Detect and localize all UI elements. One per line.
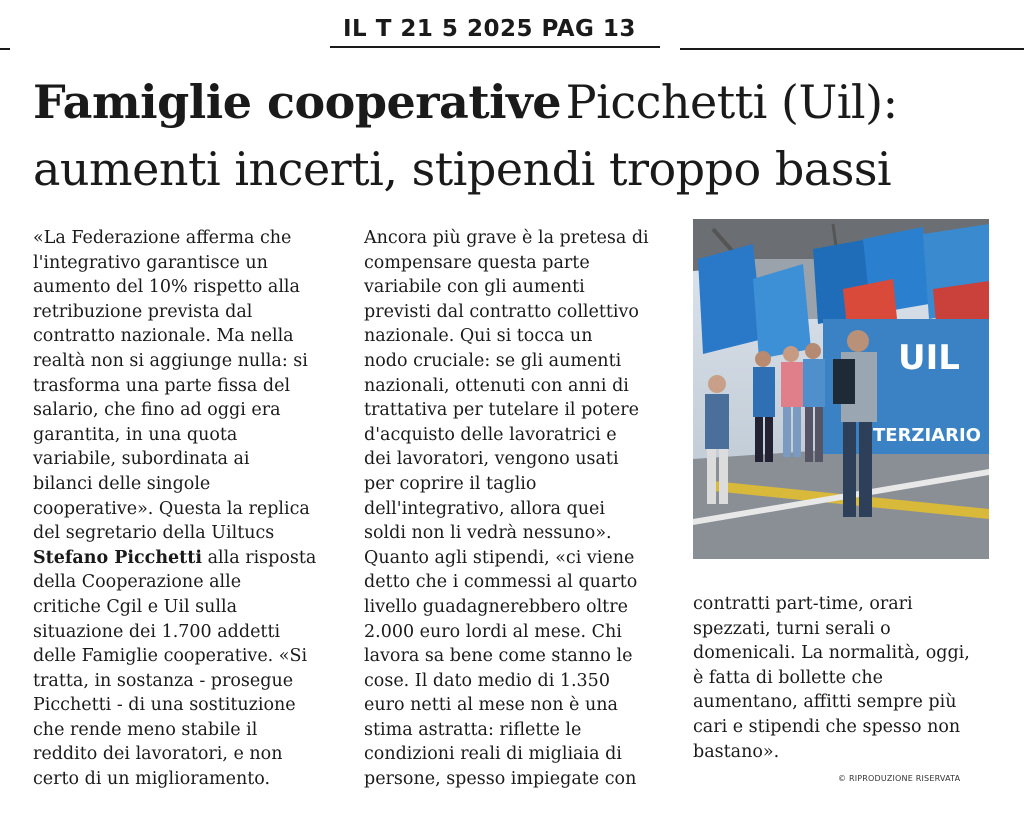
header-rule-right bbox=[680, 48, 1024, 50]
headline-line-1 bbox=[33, 74, 1008, 141]
quoted-person-name: Stefano Picchetti bbox=[33, 547, 203, 568]
protest-photo-illustration bbox=[693, 219, 989, 559]
headline-title-part-2: aumenti incerti, stipendi troppo bassi bbox=[33, 142, 892, 196]
article-column-2 bbox=[364, 226, 664, 792]
column-1-text-a: «La Federazione afferma che l'integrativo garantisce un aumento del 10% rispetto alla retribuzione prevista dal contratto nazionale. Ma nella realtà non si aggiunge nulla: si trasforma una parte fissa del salario, che fino ad oggi era garantita, in una quota variabile, subordinata ai bilanci delle singole cooperative». Questa la replica del segretario della Uiltucs bbox=[33, 228, 310, 544]
banner-text-terziario: TERZIARIO bbox=[873, 425, 981, 446]
header-rule-left bbox=[0, 48, 10, 50]
newspaper-header bbox=[0, 0, 1024, 52]
column-3-text: contratti part-time, orari spezzati, turni serali o domenicali. La normalità, oggi, è fatta di bollette che aumentano, affitti sempre più cari e stipendi che spesso non bastano». bbox=[693, 594, 970, 762]
article-headline bbox=[33, 74, 1008, 197]
headline-title-part-1: Picchetti (Uil): bbox=[565, 75, 898, 129]
column-1-text bbox=[33, 226, 333, 792]
header-underline bbox=[330, 46, 660, 48]
article-column-1 bbox=[33, 226, 333, 792]
banner-text-uil: UIL bbox=[898, 338, 960, 378]
protest-photo bbox=[693, 219, 989, 559]
article-column-3 bbox=[693, 592, 993, 764]
copyright-notice: © RIPRODUZIONE RISERVATA bbox=[838, 774, 961, 783]
column-1-text-b: alla risposta della Cooperazione alle critiche Cgil e Uil sulla situazione dei 1.700 addetti delle Famiglie cooperative. «Si tratta, in sostanza - prosegue Picchetti - di una sostituzione che rende meno stabile il reddito dei lavoratori, e non certo di un miglioramento. bbox=[33, 547, 317, 790]
headline-kicker: Famiglie cooperative bbox=[33, 75, 562, 129]
page-reference: IL T 21 5 2025 PAG 13 bbox=[343, 16, 636, 42]
column-2-text: Ancora più grave è la pretesa di compensare questa parte variabile con gli aumenti previsti dal contratto collettivo nazionale. Qui si tocca un nodo cruciale: se gli aumenti nazionali, ottenuti con anni di trattativa per tutelare il potere d'acquisto delle lavoratrici e dei lavoratori, vengono usati per coprire il taglio dell'integrativo, allora quei soldi non li vedrà nessuno». Quanto agli stipendi, «ci viene detto che i commessi al quarto livello guadagnerebbero oltre 2.000 euro lordi al mese. Chi lavora sa bene come stanno le cose. Il dato medio di 1.350 euro netti al mese non è una stima astratta: riflette le condizioni reali di migliaia di persone, spesso impiegate con bbox=[364, 228, 649, 790]
